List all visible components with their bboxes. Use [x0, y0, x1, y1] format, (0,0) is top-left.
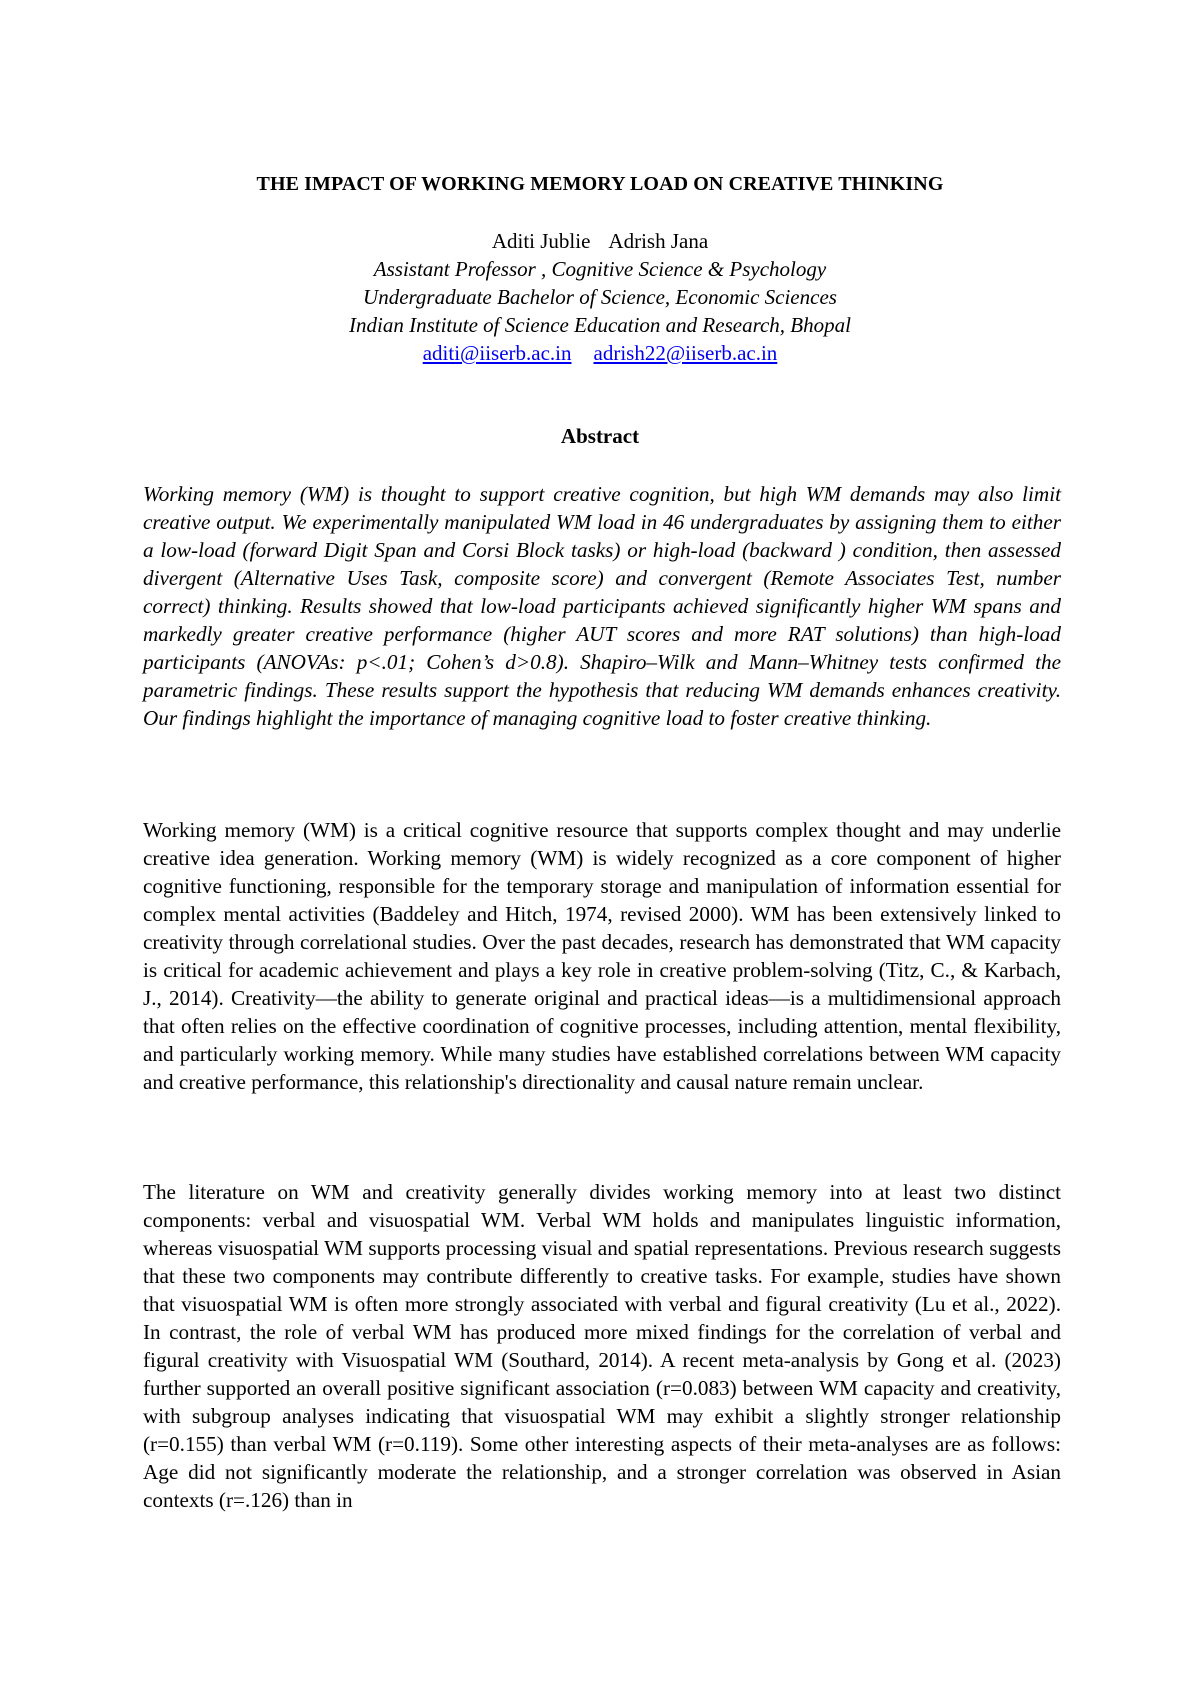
author-name: Adrish Jana — [608, 229, 709, 253]
abstract-text: Working memory (WM) is thought to support creative cognition, but high WM demands may also limit creative output. We experimentally manipulated WM load in 46 undergraduates by assigning them to either a low-load (forward Digit Span and Corsi Block tasks) or high-load (backward ) condition, then assessed divergent (Alternative Uses Task, composite score) and convergent (Remote Associates Test, number correct) thinking. Results showed that low-load participants achieved significantly higher WM spans and markedly greater creative performance (higher AUT scores and more RAT solutions) than high-load participants (ANOVAs: p<.01; Cohen’s d>0.8). Shapiro–Wilk and Mann–Whitney tests confirmed the parametric findings. These results support the hypothesis that reducing WM demands enhances creativity. Our findings highlight the importance of managing cognitive load to foster creative thinking. — [143, 482, 1061, 730]
author-names — [0, 227, 1200, 255]
affiliation-line: Indian Institute of Science Education and Research, Bhopal — [349, 313, 851, 337]
paper-title: THE IMPACT OF WORKING MEMORY LOAD ON CREATIVE THINKING — [256, 173, 944, 195]
body-paragraph: Working memory (WM) is a critical cognitive resource that supports complex thought and may underlie creative idea generation. Working memory (WM) is widely recognized as a core component of higher cognitive functioning, responsible for the temporary storage and manipulation of information essential for complex mental activities (Baddeley and Hitch, 1974, revised 2000). WM has been extensively linked to creativity through correlational studies. Over the past decades, research has demonstrated that WM capacity is critical for academic achievement and plays a key role in creative problem-solving (Titz, C., & Karbach, J., 2014). Creativity—the ability to generate original and practical ideas—is a multidimensional approach that often relies on the effective coordination of cognitive processes, including attention, mental flexibility, and particularly working memory. While many studies have established correlations between WM capacity and creative performance, this relationship's directionality and causal nature remain unclear. — [143, 818, 1061, 1094]
affiliation-line: Assistant Professor , Cognitive Science & Psychology — [373, 257, 827, 281]
email-link[interactable]: aditi@iiserb.ac.in — [422, 341, 572, 365]
body-paragraph: The literature on WM and creativity generally divides working memory into at least two distinct components: verbal and visuospatial WM. Verbal WM holds and manipulates linguistic information, whereas visuospatial WM supports processing visual and spatial representations. Previous research suggests that these two components may contribute differently to creative tasks. For example, studies have shown that visuospatial WM is often more strongly associated with verbal and figural creativity (Lu et al., 2022). In contrast, the role of verbal WM has produced more mixed findings for the correlation of verbal and figural creativity with Visuospatial WM (Southard, 2014). A recent meta-analysis by Gong et al. (2023) further supported an overall positive significant association (r=0.083) between WM capacity and creativity, with subgroup analyses indicating that visuospatial WM may exhibit a slightly stronger relationship (r=0.155) than verbal WM (r=0.119). Some other interesting aspects of their meta-analyses are as follows: Age did not significantly moderate the relationship, and a stronger correlation was observed in Asian contexts (r=.126) than in — [143, 1180, 1061, 1512]
author-name: Aditi Jublie — [491, 229, 591, 253]
abstract-heading: Abstract — [560, 424, 640, 448]
author-emails — [0, 339, 1200, 367]
author-block — [0, 227, 1200, 367]
email-link[interactable]: adrish22@iiserb.ac.in — [593, 341, 778, 365]
affiliation-line: Undergraduate Bachelor of Science, Economic Sciences — [363, 285, 837, 309]
